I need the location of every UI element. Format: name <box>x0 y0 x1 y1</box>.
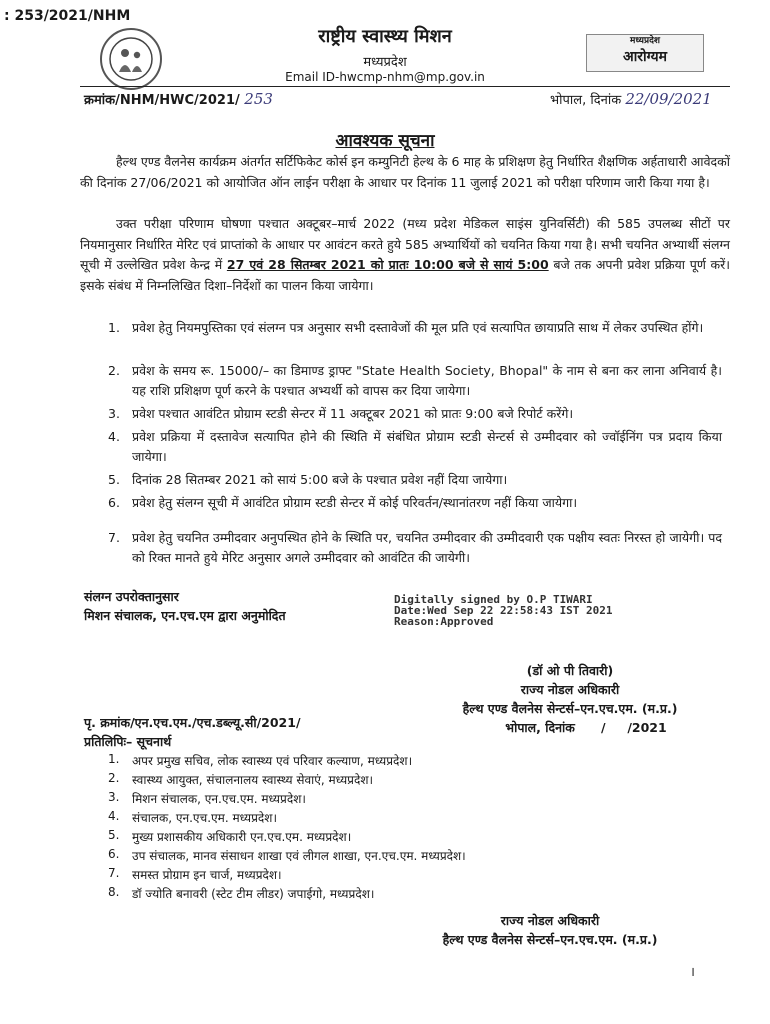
header-divider <box>80 86 730 87</box>
letter-date-handwritten: 22/09/2021 <box>625 90 712 108</box>
list-item-number: 5. <box>108 472 120 487</box>
list-item-text: संचालक, एन.एच.एम. मध्यप्रदेश। <box>132 811 277 825</box>
org-state: मध्यप्रदेश <box>363 55 407 70</box>
approval-note: मिशन संचालक, एन.एच.एम द्वारा अनुमोदित <box>84 608 286 623</box>
list-item-number: 4. <box>108 809 120 823</box>
notice-paragraph-2 <box>80 214 730 296</box>
list-item-number: 2. <box>108 363 120 378</box>
letter-date-label: भोपाल, दिनांक <box>550 93 622 108</box>
letter-date <box>550 90 712 108</box>
signatory-date-line: भोपाल, दिनांक / /2021 <box>505 720 667 735</box>
list-item-number: 6. <box>108 847 120 861</box>
list-item-text: प्रवेश हेतु संलग्न सूची में आवंटित प्रोग्राम स्टडी सेन्टर में कोई परिवर्तन/स्थानांतरण नहीं किया जायेगा। <box>132 495 578 510</box>
list-item-number: 5. <box>108 828 120 842</box>
letter-number-handwritten: 253 <box>244 90 273 108</box>
arogyam-logo-text: आरोग्यम <box>622 49 668 65</box>
list-item-text: प्रवेश हेतु चयनित उम्मीदवार अनुपस्थित होने के स्थिति पर, चयनित उम्मीदवार की उम्मीदवारी एक पक्षीय स्वतः निरस्त हो जायेगी। पद को रिक्त मानते हुये मेरिट अनुसार अगले उम्मीदवार को आवंटित की जायेगी। <box>132 530 722 565</box>
notice-heading: आवश्यक सूचना <box>335 131 435 151</box>
arogyam-logo-state: मध्यप्रदेश <box>629 36 660 46</box>
list-item-number: 1. <box>108 752 120 766</box>
list-item-text: प्रवेश प्रक्रिया में दस्तावेज सत्यापित होने की स्थिति में संबंधित प्रोग्राम स्टडी सेन्टर्स से उम्मीदवार को ज्वॉईनिंग पत्र प्रदाय किया जायेगा। <box>132 429 722 464</box>
list-item-text: स्वास्थ्य आयुक्त, संचालनालय स्वास्थ्य सेवाएं, मध्यप्रदेश। <box>132 773 374 787</box>
list-item-text: दिनांक 28 सितम्बर 2021 को सायं 5:00 बजे के पश्चात प्रवेश नहीं दिया जायेगा। <box>132 472 508 487</box>
signatory-office: हैल्थ एण्ड वैलनेस सेन्टर्स–एन.एच.एम. (म.प्र.) <box>462 701 678 716</box>
list-item-text: उप संचालक, मानव संसाधन शाखा एवं लीगल शाखा, एन.एच.एम. मध्यप्रदेश। <box>132 849 466 863</box>
list-item-text: डॉ ज्योति बनावरी (स्टेट टीम लीडर) जपाईगो, मध्यप्रदेश। <box>132 887 375 901</box>
list-item-number: 7. <box>108 530 120 545</box>
list-item-text: अपर प्रमुख सचिव, लोक स्वास्थ्य एवं परिवार कल्याण, मध्यप्रदेश। <box>132 754 413 768</box>
list-item-text: मुख्य प्रशासकीय अधिकारी एन.एच.एम. मध्यप्रदेश। <box>132 830 352 844</box>
enclosure-note: संलग्न उपरोक्तानुसार <box>84 589 179 604</box>
list-item-text: समस्त प्रोग्राम इन चार्ज, मध्यप्रदेश। <box>132 868 282 882</box>
org-email: Email ID-hwcmp-nhm@mp.gov.in <box>285 70 485 84</box>
letter-number <box>84 90 273 108</box>
notice-paragraph-2-part-b: बजे तक अपनी प्रवेश प्रक्रिया पूर्ण करें। इसके संबंध में निम्नलिखित दिशा–निर्देशों का पालन किया जायेगा। <box>80 257 730 293</box>
list-item-number: 1. <box>108 320 120 335</box>
list-item-number: 8. <box>108 885 120 899</box>
copy-reference: पृ. क्रमांक/एन.एच.एम./एच.डब्ल्यू.सी/2021/ <box>84 715 301 730</box>
list-item-text: प्रवेश के समय रू. 15000/– का डिमाण्ड ड्राफ्ट "State Health Society, Bhopal" के नाम से बना कर लाना अनिवार्य है। यह राशि प्रशिक्षण पूर्ण करने के पश्चात अभ्यर्थी को वापस कर दिया जायेगा। <box>132 363 722 398</box>
signatory2-designation: राज्य नोडल अधिकारी <box>500 913 600 928</box>
digital-signature-date: Date:Wed Sep 22 22:58:43 IST 2021 <box>394 604 613 617</box>
list-item-number: 4. <box>108 429 120 444</box>
list-item-number: 2. <box>108 771 120 785</box>
letter-number-label: क्रमांक/NHM/HWC/2021/ <box>84 93 240 108</box>
digital-signature-reason: Reason:Approved <box>394 615 494 628</box>
list-item-number: 3. <box>108 790 120 804</box>
copy-title: प्रतिलिपिः– सूचनार्थ <box>84 734 172 749</box>
digital-signature-name: Digitally signed by O.P TIWARI <box>394 593 593 606</box>
org-title: राष्ट्रीय स्वास्थ्य मिशन <box>318 26 452 47</box>
admission-schedule: 27 एवं 28 सितम्बर 2021 को प्रातः 10:00 बजे से सायं 5:00 <box>226 257 549 272</box>
arogyam-logo <box>586 34 704 72</box>
list-item-text: प्रवेश पश्चात आवंटित प्रोग्राम स्टडी सेन्टर में 11 अक्टूबर 2021 को प्रातः 9:00 बजे रिपोर्ट करेंगे। <box>132 406 574 421</box>
signatory-name: (डॉ ओ पी तिवारी) <box>526 663 614 678</box>
digital-signature <box>394 594 613 627</box>
list-item-number: 6. <box>108 495 120 510</box>
page-mark: । <box>690 965 695 980</box>
notice-paragraph-2-part-a: उक्त परीक्षा परिणाम घोषणा पश्चात अक्टूबर–मार्च 2022 (मध्य प्रदेश मेडिकल साइंस युनिवर्सिटी) की 585 उपलब्ध सीटों पर नियमानुसार निर्धारित मेरिट एवं प्राप्तांको के आधार पर आवंटन करते हुये 585 अभ्यार्थियों को चयनित किया गया है। सभी चयनित अभ्यार्थी संलग्न सूची में उल्लेखित प्रवेश केन्द्र में <box>80 216 730 272</box>
signatory-designation: राज्य नोडल अधिकारी <box>520 682 620 697</box>
notice-paragraph-1: हैल्थ एण्ड वैलनेस कार्यक्रम अंतर्गत सर्टिफिकेट कोर्स इन कम्युनिटी हेल्थ के 6 माह के प्रशिक्षण हेतु निर्धारित शैक्षणिक अर्हताधारी आवेदकों की दिनांक 27/06/2021 को आयोजित ऑन लाईन परीक्षा के आधार पर दिनांक 11 जुलाई 2021 को परीक्षा परिणाम जारी किया गया है। <box>80 154 730 190</box>
list-item-number: 3. <box>108 406 120 421</box>
list-item-number: 7. <box>108 866 120 880</box>
top-reference: : 253/2021/NHM <box>4 8 131 24</box>
list-item-text: प्रवेश हेतु नियमपुस्तिका एवं संलग्न पत्र अनुसार सभी दस्तावेजों की मूल प्रति एवं सत्यापित छायाप्रति साथ में लेकर उपस्थित होंगे। <box>132 320 704 335</box>
list-item-text: मिशन संचालक, एन.एच.एम. मध्यप्रदेश। <box>132 792 306 806</box>
signatory2-office: हैल्थ एण्ड वैलनेस सेन्टर्स–एन.एच.एम. (म.प्र.) <box>442 932 658 947</box>
